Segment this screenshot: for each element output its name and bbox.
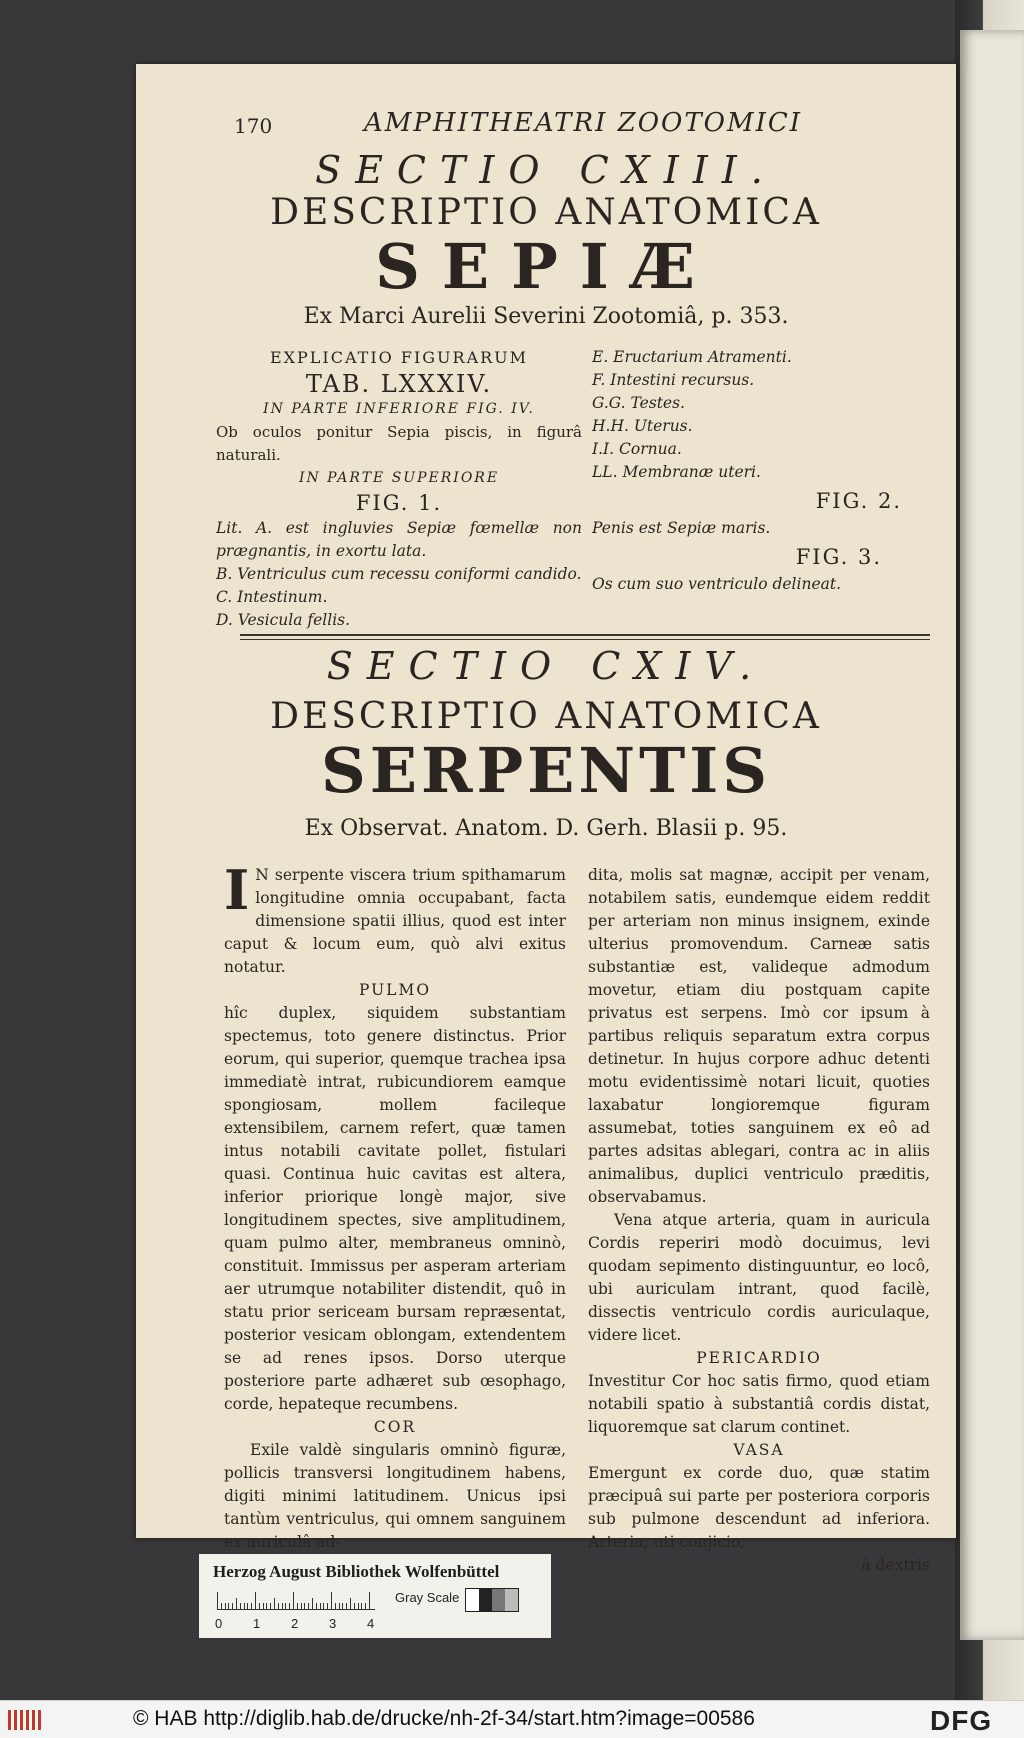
ruler-tick xyxy=(259,1603,260,1610)
ruler-tick xyxy=(312,1598,313,1610)
paragraph-vena: Vena atque arteria, quam in auricula Cordis reperiri modò docuimus, levi quodam sepimento distinguuntur, eo locô, ubi auriculam intrant, quod facilè, dissectis ventriculo cordis auriculaque, videre licet. xyxy=(588,1211,930,1344)
ruler-tick xyxy=(270,1603,271,1610)
paragraph-intro: N serpente viscera trium spithamarum longitudine omnia occupabant, facta dimensione spatii illius, quod est inter caput & locum eum, quò alvi exitus notatur. xyxy=(224,866,566,976)
lit-gg-line: G.G. Testes. xyxy=(592,394,685,412)
footer-copyright-link[interactable]: © HAB http://diglib.hab.de/drucke/nh-2f-34/start.htm?image=00586 xyxy=(133,1707,755,1730)
lit-ii-line: I.I. Cornua. xyxy=(592,440,682,458)
section-divider xyxy=(240,634,930,636)
fig2-heading: FIG. 2. xyxy=(815,489,902,513)
ruler-tick xyxy=(327,1603,328,1610)
in-parte-superiore: IN PARTE SUPERIORE xyxy=(298,470,500,486)
ruler-tick xyxy=(225,1603,226,1610)
catchword: à dextris xyxy=(861,1556,930,1574)
ruler-tick xyxy=(301,1603,302,1610)
lit-a-line: Lit. A. est ingluvies Sepiæ fœmellæ non prægnantis, in exortu lata. xyxy=(216,519,582,560)
ruler-tick xyxy=(266,1603,267,1610)
facing-page-edge xyxy=(960,30,1024,1640)
ruler-tick xyxy=(335,1603,336,1610)
drop-cap: I xyxy=(224,858,250,922)
swatch-white xyxy=(466,1589,479,1611)
paragraph-pericardio: Investitur Cor hoc satis firmo, quod etiam notabili spatio à substantiâ cordis distat, liquoremque sat clarum continet. xyxy=(588,1372,930,1436)
paragraph-cor: Exile valdè singularis omninò figuræ, pollicis transversi longitudinem habens, digiti minimi latitudinem. Unicus ipsi tantùm ventriculus, qui omnem sanguinem ex auriculâ ad- xyxy=(224,1441,566,1551)
heading-pulmo: PULMO xyxy=(358,981,432,999)
heading-vasa: VASA xyxy=(733,1441,785,1459)
ruler xyxy=(217,1592,375,1610)
lit-d-line: D. Vesicula fellis. xyxy=(216,611,351,629)
lit-hh-line: H.H. Uterus. xyxy=(592,417,693,435)
ruler-tick xyxy=(240,1603,241,1610)
dfg-logo: DFG xyxy=(930,1705,993,1736)
ruler-tick xyxy=(331,1592,332,1610)
fig3-heading: FIG. 3. xyxy=(795,545,882,569)
paragraph-pulmo: hîc duplex, siquidem substantiam spectemus, toto genere distinctus. Prior eorum, qui superior, quemque trachea ipsa immediatè intrat, rubicundiorem eamque spongiosam, mollem facileque extensibilem, carnem refert, quæ tamen intus notabili cavitate pollet, fistulari quasi. Continua huic cavitas est altera, inferior priorique longè major, sive longitudinem spectes, sive amplitudinem, quam pulmo alter, membraneus omninò, constituit. Immissus per asperam arteriam aer utrumque notabiliter distendit, quô in statu prior sericeam bursam repræsentat, posterior vesicam oblongam, extendentem se ad renes ipsos. Dorso uterque posteriore parte adhæret sub œsophago, corde, hepateque recumbens. xyxy=(224,1004,566,1413)
ruler-tick xyxy=(244,1603,245,1610)
lit-f-line: F. Intestini recursus. xyxy=(592,371,755,389)
body-column-right xyxy=(588,864,930,1577)
ruler-tick xyxy=(365,1603,366,1610)
ruler-tick xyxy=(228,1603,229,1610)
ruler-tick xyxy=(285,1603,286,1610)
penis-line: Penis est Sepiæ maris. xyxy=(592,519,771,537)
figure-explanation-right xyxy=(592,346,932,596)
footer-bar xyxy=(0,1700,1024,1738)
ruler-tick xyxy=(251,1603,252,1610)
source-line-2: Ex Observat. Anatom. D. Gerh. Blasii p. 95. xyxy=(304,816,788,841)
swatch-black xyxy=(479,1589,492,1611)
ruler-tick xyxy=(358,1603,359,1610)
ruler-tick xyxy=(247,1603,248,1610)
ruler-tick xyxy=(293,1592,294,1610)
gray-scale-swatches xyxy=(465,1588,519,1612)
ruler-number-2: 2 xyxy=(291,1616,299,1631)
section-heading-1: SECTIO CXIII. xyxy=(315,148,777,192)
ruler-tick xyxy=(323,1603,324,1610)
ruler-number-4: 4 xyxy=(367,1616,375,1631)
ruler-tick xyxy=(232,1603,233,1610)
hab-logo-icon xyxy=(6,1708,46,1732)
fig1-heading: FIG. 1. xyxy=(355,491,443,515)
paragraph-vasa: Emergunt ex corde duo, quæ statim præcipuâ sui parte per posteriora corporis sub pulmone descendunt ad inferiora. Arteria, uti conjicio, xyxy=(588,1464,930,1551)
figure-explanation-left xyxy=(216,346,582,632)
page-number: 170 xyxy=(234,114,273,138)
descriptio-heading-1: DESCRIPTIO ANATOMICA xyxy=(270,192,822,233)
ruler-tick xyxy=(354,1603,355,1610)
in-parte-inferiore: IN PARTE INFERIORE FIG. IV. xyxy=(263,401,535,417)
heading-cor: COR xyxy=(373,1418,417,1436)
running-title: AMPHITHEATRI ZOOTOMICI xyxy=(364,108,803,138)
ruler-tick xyxy=(255,1592,256,1610)
ruler-tick xyxy=(217,1592,218,1610)
ruler-tick xyxy=(346,1603,347,1610)
tab-heading: TAB. LXXXIV. xyxy=(305,370,493,398)
ruler-tick xyxy=(289,1603,290,1610)
ruler-tick xyxy=(350,1598,351,1610)
ruler-tick xyxy=(369,1592,370,1610)
section-divider-thin xyxy=(240,639,930,640)
paragraph-cor-continued: dita, molis sat magnæ, accipit per venam, notabilem satis, eundemque eidem reddit per arteriam non minus insignem, exinde ulterius promovendum. Carneæ satis substantiæ est, valideque admodum movetur, etiam diu postquam capite privatus est serpens. Imò cor ipsum à partibus reliquis separatum extra corpus detinetur. In hujus corpore adhuc detenti motu evidentissimè notari licuit, quoties laxabatur longioremque figuram assumebat, toties sanguinem ex eô ad partes adsitas ablegari, contra ac in aliis animalibus, duplici ventriculo præditis, observabamus. xyxy=(588,866,930,1206)
ruler-tick xyxy=(342,1603,343,1610)
heading-pericardio: PERICARDIO xyxy=(696,1349,822,1367)
library-label xyxy=(199,1554,551,1638)
ruler-tick xyxy=(320,1603,321,1610)
ruler-tick xyxy=(297,1603,298,1610)
gray-scale-label: Gray Scale xyxy=(395,1590,460,1605)
subject-title-2: SERPENTIS xyxy=(320,734,772,807)
ruler-tick xyxy=(304,1603,305,1610)
ruler-tick xyxy=(308,1603,309,1610)
subject-title-1: SEPIÆ xyxy=(375,230,717,303)
ruler-tick xyxy=(278,1603,279,1610)
lit-c-line: C. Intestinum. xyxy=(216,588,328,606)
section-heading-2: SECTIO CXIV. xyxy=(326,644,766,688)
ruler-number-1: 1 xyxy=(253,1616,261,1631)
ruler-tick xyxy=(361,1603,362,1610)
descriptio-heading-2: DESCRIPTIO ANATOMICA xyxy=(270,696,822,737)
ruler-tick xyxy=(221,1603,222,1610)
lit-e-line: E. Eructarium Atramenti. xyxy=(592,348,792,366)
lit-ll-line: LL. Membranæ uteri. xyxy=(592,463,761,481)
body-column-left xyxy=(224,858,566,1554)
os-cum-line: Os cum suo ventriculo delineat. xyxy=(592,575,842,593)
lit-b-line: B. Ventriculus cum recessu coniformi candido. xyxy=(216,565,582,583)
ruler-tick xyxy=(339,1603,340,1610)
explicatio-heading: EXPLICATIO FIGURARUM xyxy=(269,348,529,367)
library-name: Herzog August Bibliothek Wolfenbüttel xyxy=(213,1562,500,1581)
ob-oculos-line: Ob oculos ponitur Sepia piscis, in figurâ naturali. xyxy=(216,423,582,464)
ruler-tick xyxy=(236,1598,237,1610)
ruler-number-3: 3 xyxy=(329,1616,337,1631)
source-line-1: Ex Marci Aurelii Severini Zootomiâ, p. 353. xyxy=(303,304,789,329)
swatch-light-gray xyxy=(505,1589,518,1611)
swatch-gray xyxy=(492,1589,505,1611)
ruler-tick xyxy=(316,1603,317,1610)
ruler-tick xyxy=(263,1603,264,1610)
ruler-tick xyxy=(274,1598,275,1610)
ruler-tick xyxy=(282,1603,283,1610)
ruler-number-0: 0 xyxy=(215,1616,223,1631)
